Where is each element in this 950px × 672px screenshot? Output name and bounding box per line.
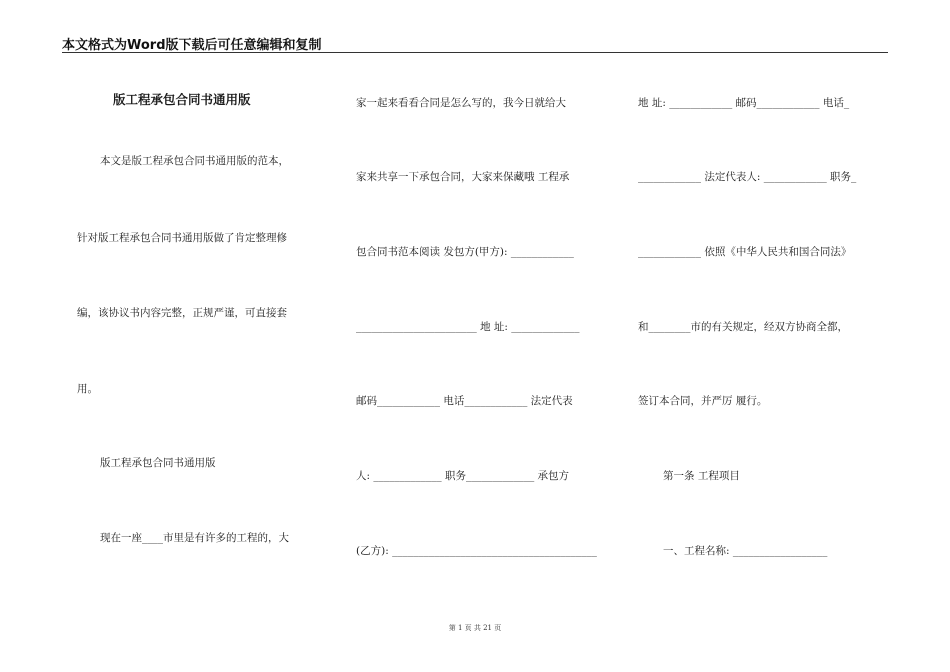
paragraph-line: _______________________ 地 址: _____________ <box>356 321 580 333</box>
header-divider <box>62 52 888 53</box>
document-header: 本文格式为Word版下载后可任意编辑和复制 <box>62 38 322 53</box>
section-heading: 第一条 工程项目 <box>663 470 740 482</box>
paragraph-line: 邮码____________ 电话____________ 法定代表 <box>356 395 573 407</box>
paragraph-line: 用。 <box>77 383 98 395</box>
paragraph-line: 人: _____________ 职务_____________ 承包方 <box>356 470 570 482</box>
paragraph-line: 和________市的有关规定，经双方协商全都， <box>638 321 848 333</box>
section-heading: 版工程承包合同书通用版 <box>100 457 216 469</box>
paragraph-line: (乙方): _______________________________________ <box>356 545 597 557</box>
paragraph-line: ____________ 法定代表人: ____________ 职务_ <box>638 171 857 183</box>
paragraph-line: 编，该协议书内容完整，正规严谨，可直接套 <box>77 307 287 319</box>
paragraph-line: 本文是版工程承包合同书通用版的范本， <box>100 155 289 167</box>
paragraph-line: 家来共享一下承包合同，大家来保藏哦 工程承 <box>356 171 570 183</box>
paragraph-line: 针对版工程承包合同书通用版做了肯定整理修 <box>77 232 287 244</box>
paragraph-line: 签订本合同，并严厉 履行。 <box>638 395 768 407</box>
paragraph-line: 现在一座____市里是有许多的工程的，大 <box>100 532 289 544</box>
page-number: 第 1 页 共 21 页 <box>448 624 502 632</box>
paragraph-line: ____________ 依照《中华人民共和国合同法》 <box>638 246 852 258</box>
paragraph-line: 家一起来看看合同是怎么写的，我今日就给大 <box>356 97 566 109</box>
paragraph-line: 一、工程名称: __________________ <box>663 545 828 557</box>
document-title: 版工程承包合同书通用版 <box>113 92 251 107</box>
paragraph-line: 包合同书范本阅读 发包方(甲方): ____________ <box>356 246 574 258</box>
paragraph-line: 地 址: ____________ 邮码____________ 电话_ <box>638 97 850 109</box>
